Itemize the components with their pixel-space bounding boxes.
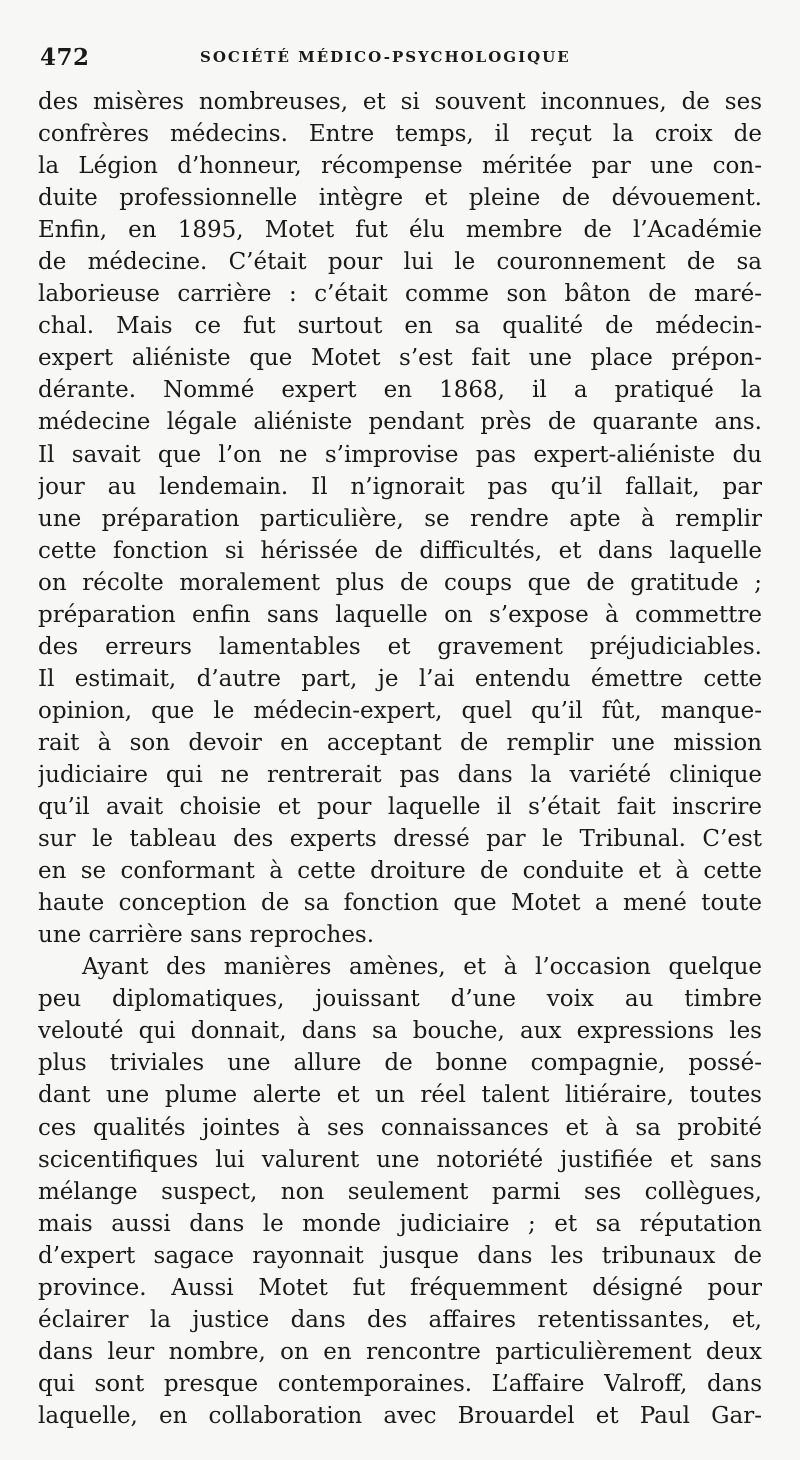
text-line: Ayant des manières amènes, et à l’occasion quelque: [82, 954, 762, 981]
running-header: [40, 44, 760, 74]
text-line: judiciaire qui ne rentrerait pas dans la variété clinique: [38, 761, 762, 788]
body-text: [38, 86, 762, 1432]
text-line: jour au lendemain. Il n’ignorait pas qu’il fallait, par: [38, 473, 762, 500]
text-line: qu’il avait choisie et pour laquelle il s’était fait inscrire: [38, 794, 762, 821]
text-line: on récolte moralement plus de coups que de gratitude ;: [38, 569, 762, 596]
text-line: chal. Mais ce fut surtout en sa qualité de médecin-: [38, 313, 762, 340]
running-title: SOCIÉTÉ MÉDICO-PSYCHOLOGIQUE: [200, 48, 571, 66]
text-line: la Légion d’honneur, récompense méritée par une con-: [38, 153, 762, 180]
text-line: duite professionnelle intègre et pleine de dévouement.: [38, 185, 762, 212]
text-line: dant une plume alerte et un réel talent litiéraire, toutes: [38, 1082, 762, 1109]
text-line: expert aliéniste que Motet s’est fait une place prépon-: [38, 345, 762, 372]
text-line: des misères nombreuses, et si souvent inconnues, de ses: [38, 89, 762, 115]
text-line: en se conformant à cette droiture de conduite et à cette: [38, 858, 762, 885]
text-line: mais aussi dans le monde judiciaire ; et sa réputation: [38, 1210, 762, 1237]
text-line: dérante. Nommé expert en 1868, il a pratiqué la: [38, 377, 762, 404]
text-line: province. Aussi Motet fut fréquemment désigné pour: [38, 1274, 762, 1301]
text-line: velouté qui donnait, dans sa bouche, aux expressions les: [38, 1018, 762, 1045]
text-line: cette fonction si hérissée de difficultés, et dans laquelle: [38, 537, 762, 564]
text-line: des erreurs lamentables et gravement préjudiciables.: [38, 633, 762, 660]
text-line: une préparation particulière, se rendre apte à remplir: [38, 505, 762, 532]
text-line: plus triviales une allure de bonne compagnie, possé-: [38, 1050, 762, 1077]
text-line: haute conception de sa fonction que Motet a mené toute: [38, 890, 762, 917]
text-line: rait à son devoir en acceptant de remplir une mission: [38, 729, 762, 756]
text-line: opinion, que le médecin-expert, quel qu’il fût, manque-: [38, 697, 762, 724]
text-line: éclairer la justice dans des affaires retentissantes, et,: [38, 1306, 762, 1333]
text-line: médecine légale aliéniste pendant près de quarante ans.: [38, 409, 762, 436]
text-line: d’expert sagace rayonnait jusque dans les tribunaux de: [38, 1242, 762, 1269]
text-line: préparation enfin sans laquelle on s’expose à commettre: [38, 601, 762, 628]
text-line: scicentifiques lui valurent une notoriété justifiée et sans: [38, 1146, 762, 1173]
text-line: sur le tableau des experts dressé par le Tribunal. C’est: [38, 826, 762, 853]
text-line: mélange suspect, non seulement parmi ses collègues,: [38, 1178, 762, 1205]
text-line: Il estimait, d’autre part, je l’ai entendu émettre cette: [38, 665, 762, 692]
text-line: confrères médecins. Entre temps, il reçut la croix de: [38, 121, 762, 148]
text-line: ces qualités jointes à ses connaissances et à sa probité: [38, 1114, 762, 1141]
page-number: 472: [40, 44, 90, 71]
text-line: peu diplomatiques, jouissant d’une voix au timbre: [38, 986, 762, 1013]
text-line: laquelle, en collaboration avec Brouardel et Paul Gar-: [38, 1402, 762, 1429]
text-line: qui sont presque contemporaines. L’affaire Valroff, dans: [38, 1370, 762, 1397]
text-line: dans leur nombre, on en rencontre particulièrement deux: [38, 1338, 762, 1365]
text-line: laborieuse carrière : c’était comme son bâton de maré-: [38, 281, 762, 308]
text-line: Enfin, en 1895, Motet fut élu membre de l’Académie: [38, 217, 762, 244]
text-line: une carrière sans reproches.: [38, 922, 375, 949]
text-line: de médecine. C’était pour lui le couronnement de sa: [38, 249, 762, 276]
text-line: Il savait que l’on ne s’improvise pas expert-aliéniste du: [38, 441, 762, 468]
